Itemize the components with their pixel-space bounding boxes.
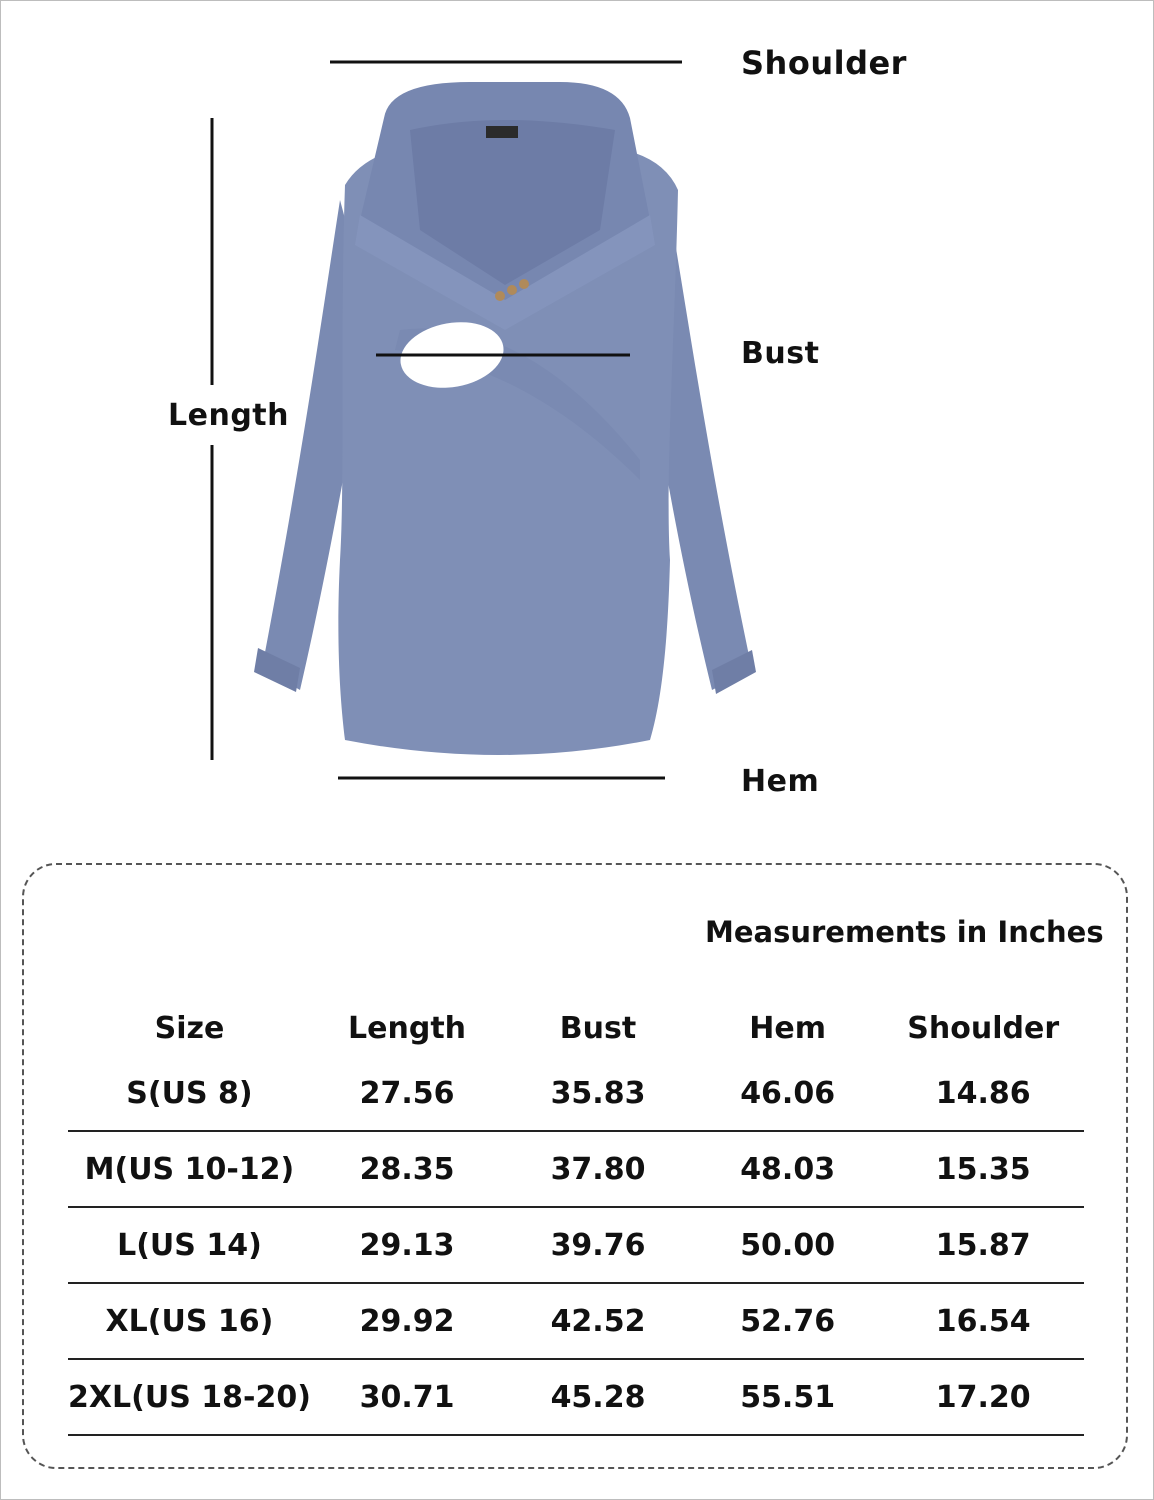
cell-size: XL(US 16) bbox=[105, 1303, 274, 1339]
cell-shoulder: 14.86 bbox=[935, 1075, 1031, 1111]
table-header-row bbox=[68, 1000, 1084, 1056]
button-3 bbox=[519, 279, 529, 289]
cell-bust: 37.80 bbox=[550, 1151, 646, 1187]
bust-label: Bust bbox=[741, 336, 820, 371]
cell-hem: 50.00 bbox=[740, 1227, 836, 1263]
length-label: Length bbox=[168, 398, 289, 433]
column-header-size: Size bbox=[154, 1010, 225, 1046]
cell-length: 30.71 bbox=[359, 1379, 455, 1415]
cell-size: M(US 10-12) bbox=[84, 1151, 295, 1187]
cell-length: 29.13 bbox=[359, 1227, 455, 1263]
cell-hem: 55.51 bbox=[740, 1379, 836, 1415]
cell-size: L(US 14) bbox=[117, 1227, 262, 1263]
cell-shoulder: 15.87 bbox=[935, 1227, 1031, 1263]
column-header-length: Length bbox=[348, 1010, 467, 1046]
table-row bbox=[68, 1131, 1084, 1207]
table-row bbox=[68, 1283, 1084, 1359]
button-1 bbox=[495, 291, 505, 301]
hem-label: Hem bbox=[741, 764, 820, 799]
cell-size: 2XL(US 18-20) bbox=[68, 1379, 311, 1415]
column-header-bust: Bust bbox=[559, 1010, 637, 1046]
cell-length: 27.56 bbox=[359, 1075, 455, 1111]
table-row bbox=[68, 1359, 1084, 1435]
cell-bust: 35.83 bbox=[550, 1075, 646, 1111]
button-2 bbox=[507, 285, 517, 295]
cell-length: 28.35 bbox=[359, 1151, 455, 1187]
cell-bust: 45.28 bbox=[550, 1379, 646, 1415]
hoodie-illustration bbox=[254, 82, 756, 755]
brand-tag bbox=[486, 126, 518, 138]
shoulder-label: Shoulder bbox=[741, 44, 907, 82]
table-row bbox=[68, 1207, 1084, 1283]
cell-shoulder: 15.35 bbox=[935, 1151, 1031, 1187]
cell-bust: 42.52 bbox=[550, 1303, 646, 1339]
cell-hem: 46.06 bbox=[740, 1075, 836, 1111]
cell-hem: 48.03 bbox=[740, 1151, 836, 1187]
table-row bbox=[68, 1056, 1084, 1131]
units-note: Measurements in Inches bbox=[705, 915, 1104, 949]
cell-bust: 39.76 bbox=[550, 1227, 646, 1263]
cell-shoulder: 16.54 bbox=[935, 1303, 1031, 1339]
column-header-shoulder: Shoulder bbox=[907, 1010, 1060, 1046]
cell-hem: 52.76 bbox=[740, 1303, 836, 1339]
size-table bbox=[68, 1000, 1084, 1436]
cell-length: 29.92 bbox=[359, 1303, 455, 1339]
cell-size: S(US 8) bbox=[126, 1075, 253, 1111]
column-header-hem: Hem bbox=[749, 1010, 826, 1046]
cell-shoulder: 17.20 bbox=[935, 1379, 1031, 1415]
